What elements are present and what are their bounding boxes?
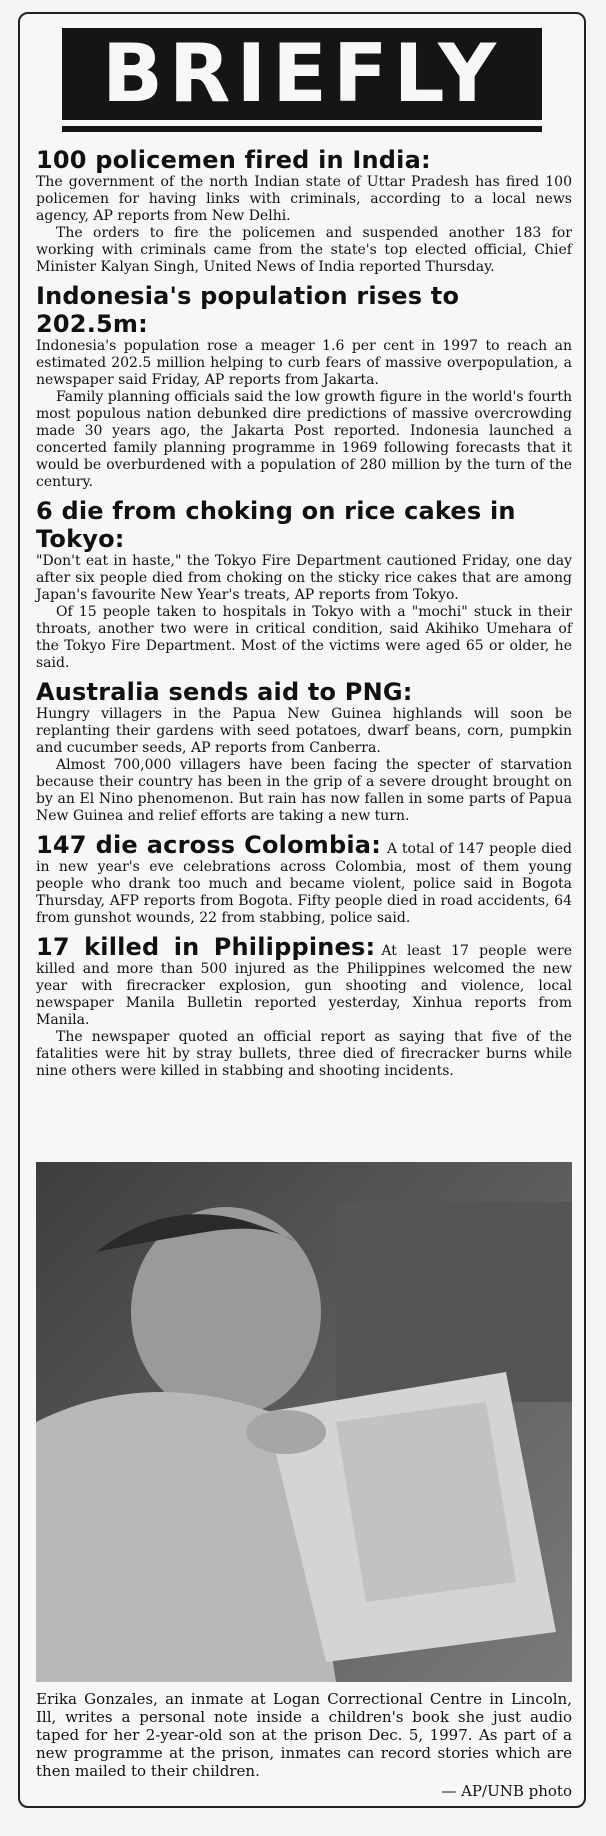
story-paragraph: "Don't eat in haste," the Tokyo Fire Department cautioned Friday, one day after six people died from choking on the sticky rice cakes that are among Japan's favourite New Year's treats, AP reports from Tokyo. bbox=[36, 553, 572, 603]
story-headline: 6 die from choking on rice cakes in Tokyo: bbox=[36, 497, 516, 553]
story-paragraph: The orders to fire the policemen and suspended another 183 for working with criminals came from the state's top elected official, Chief Minister Kalyan Singh, United News of India reported Thursday. bbox=[36, 225, 572, 275]
story-paragraph: The newspaper quoted an official report as saying that five of the fatalities were hit by stray bullets, three died of firecracker burns while nine others were killed in stabbing and shooting incidents. bbox=[36, 1029, 572, 1079]
story-headline: Australia sends aid to PNG: bbox=[36, 678, 413, 706]
story-headline: 17 killed in Philippines: bbox=[36, 933, 376, 961]
story-headline: Indonesia's population rises to 202.5m: bbox=[36, 282, 460, 338]
photo-caption bbox=[36, 1690, 572, 1800]
photo-credit: — AP/UNB photo bbox=[441, 1782, 572, 1800]
story-paragraph: Hungry villagers in the Papua New Guinea highlands will soon be replanting their gardens with seed potatoes, dwarf beans, corn, pumpkin and cucumber seeds, AP reports from Canberra. bbox=[36, 706, 572, 756]
story-paragraph-with-headline bbox=[36, 933, 572, 1029]
story-paragraph: At least 17 people were killed and more than 500 injured as the Philippines welcomed the new year with firecracker explosion, gun shooting and violence, local newspaper Manila Bulletin reported yesterday, Xinhua reports from Manila. bbox=[36, 943, 573, 1028]
story-headline: 147 die across Colombia: bbox=[36, 831, 382, 859]
story-paragraph-with-headline bbox=[36, 831, 572, 927]
photo-illustration bbox=[36, 1162, 572, 1682]
article-frame bbox=[18, 12, 586, 1808]
story-paragraph: Indonesia's population rose a meager 1.6 per cent in 1997 to reach an estimated 202.5 million helping to curb fears of massive overpopulation, a newspaper said Friday, AP reports from Jakarta. bbox=[36, 338, 572, 388]
photo-book-page bbox=[336, 1402, 516, 1602]
masthead-rule bbox=[62, 126, 542, 132]
story-india bbox=[36, 146, 572, 276]
story-png bbox=[36, 678, 572, 825]
story-paragraph: Family planning officials said the low growth figure in the world's fourth most populous nation debunked dire predictions of massive overcrowding made 30 years ago, the Jakarta Post reported. Indonesia launched a concerted family planning programme in 1969 following forecasts that it would be overburdened with a population of 280 million by the turn of the century. bbox=[36, 389, 572, 490]
story-paragraph: Almost 700,000 villagers have been facing the specter of starvation because their country has been in the grip of a severe drought brought on by an El Nino phenomenon. But rain has now fallen in some parts of Papua New Guinea and relief efforts are taking a new turn. bbox=[36, 757, 572, 824]
story-tokyo bbox=[36, 497, 572, 672]
photo-hand bbox=[246, 1410, 326, 1454]
news-photo bbox=[36, 1162, 572, 1682]
story-colombia bbox=[36, 831, 572, 927]
story-paragraph: A total of 147 people died in new year's eve celebrations across Colombia, most of them young people who drank too much and became violent, police said in Bogota Thursday, AFP reports from Bogota. Fifty people died in road accidents, 64 from gunshot wounds, 22 from stabbing, police said. bbox=[36, 841, 572, 926]
story-paragraph: The government of the north Indian state of Uttar Pradesh has fired 100 policemen for having links with criminals, according to a local news agency, AP reports from New Delhi. bbox=[36, 174, 572, 224]
story-headline: 100 policemen fired in India: bbox=[36, 146, 431, 174]
caption-text: Erika Gonzales, an inmate at Logan Correctional Centre in Lincoln, Ill, writes a personal note inside a children's book she just audio taped for her 2-year-old son at the prison Dec. 5, 1997. As part of a new programme at the prison, inmates can record stories which are then mailed to their children. bbox=[36, 1690, 572, 1780]
story-paragraph: Of 15 people taken to hospitals in Tokyo with a "mochi" stuck in their throats, another two were in critical condition, said Akihiko Umehara of the Tokyo Fire Department. Most of the victims were aged 65 or older, he said. bbox=[36, 604, 572, 671]
story-indonesia bbox=[36, 282, 572, 491]
masthead: BRIEFLY bbox=[62, 28, 542, 120]
story-philippines bbox=[36, 933, 572, 1080]
photo-shelf bbox=[336, 1202, 572, 1402]
stories-column bbox=[36, 146, 572, 1086]
